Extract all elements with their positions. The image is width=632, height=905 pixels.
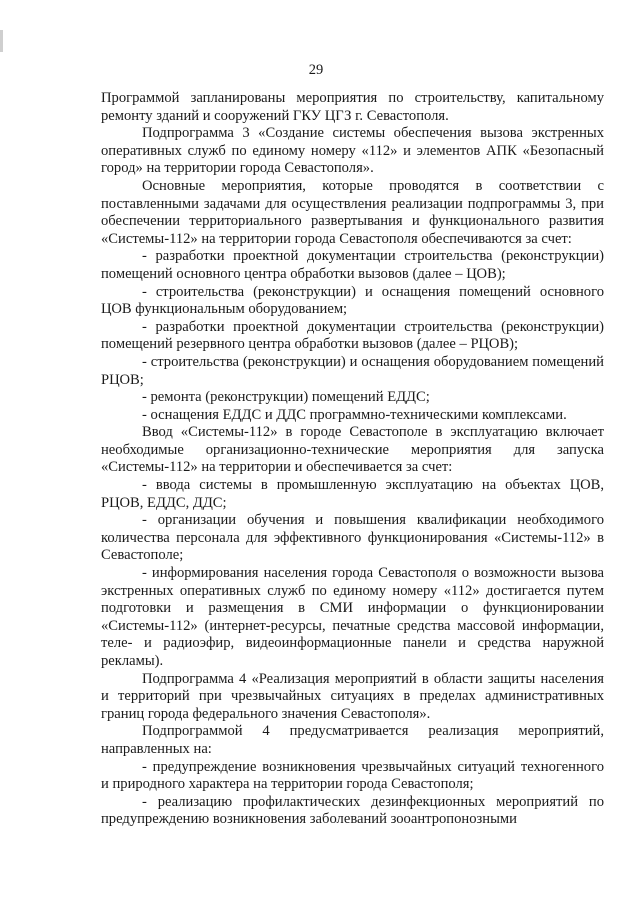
paragraph: Основные мероприятия, которые проводятся в соответствии с поставленными задачами для осуществления реализации подпрограммы 3, при обеспечении территориального развертывания и функционального развития «Системы-112» на территории города Севастополя обеспечиваются за счет:	[101, 177, 604, 247]
paragraph: Подпрограмма 4 «Реализация мероприятий в области защиты населения и территорий при чрезвычайных ситуациях в пределах административных границ города федерального значения Севастополя».	[101, 670, 604, 722]
list-item: - организации обучения и повышения квалификации необходимого количества персонала для эффективного функционирования «Системы-112» в Севастополе;	[101, 512, 604, 564]
paragraph: Подпрограммой 4 предусматривается реализация мероприятий, направленных на:	[101, 723, 604, 757]
document-body	[101, 90, 604, 829]
list-item: - оснащения ЕДДС и ДДС программно-техническими комплексами.	[142, 406, 567, 423]
list-item: - разработки проектной документации строительства (реконструкции) помещений основного центра обработки вызовов (далее – ЦОВ);	[101, 248, 604, 282]
list-item: - ремонта (реконструкции) помещений ЕДДС;	[142, 389, 430, 406]
list-item: - строительства (реконструкции) и оснащения оборудованием помещений РЦОВ;	[101, 353, 604, 388]
list-item: - разработки проектной документации строительства (реконструкции) помещений резервного центра обработки вызовов (далее – РЦОВ);	[101, 318, 604, 353]
list-item: - ввода системы в промышленную эксплуатацию на объектах ЦОВ, РЦОВ, ЕДДС, ДДС;	[101, 477, 604, 511]
paragraph: Ввод «Системы-112» в городе Севастополе в эксплуатацию включает необходимые организационно-технические мероприятия для запуска «Системы-112» на территории и обеспечивается за счет:	[101, 424, 604, 476]
paragraph: Подпрограмма 3 «Создание системы обеспечения вызова экстренных оперативных служб по единому номеру «112» и элементов АПК «Безопасный город» на территории города Севастополя».	[101, 125, 604, 177]
list-item: - реализацию профилактических дезинфекционных мероприятий по предупреждению возникновения заболеваний зооантропонозными	[101, 793, 604, 828]
scan-edge-mark	[0, 30, 3, 52]
page-number: 29	[308, 62, 324, 78]
paragraph: Программой запланированы мероприятия по строительству, капитальному ремонту зданий и сооружений ГКУ ЦГЗ г. Севастополя.	[101, 90, 604, 124]
list-item: - строительства (реконструкции) и оснащения помещений основного ЦОВ функциональным оборудованием;	[101, 283, 604, 318]
list-item: - предупреждение возникновения чрезвычайных ситуаций техногенного и природного характера на территории города Севастополя;	[101, 758, 604, 793]
list-item: - информирования населения города Севастополя о возможности вызова экстренных оперативных служб по единому номеру «112» достигается путем подготовки и размещения в СМИ информации о функционировании «Системы-112» (интернет-ресурсы, печатные средства массовой информации, теле- и радиоэфир, видеоинформационные панели и средства наружной рекламы).	[101, 565, 604, 669]
